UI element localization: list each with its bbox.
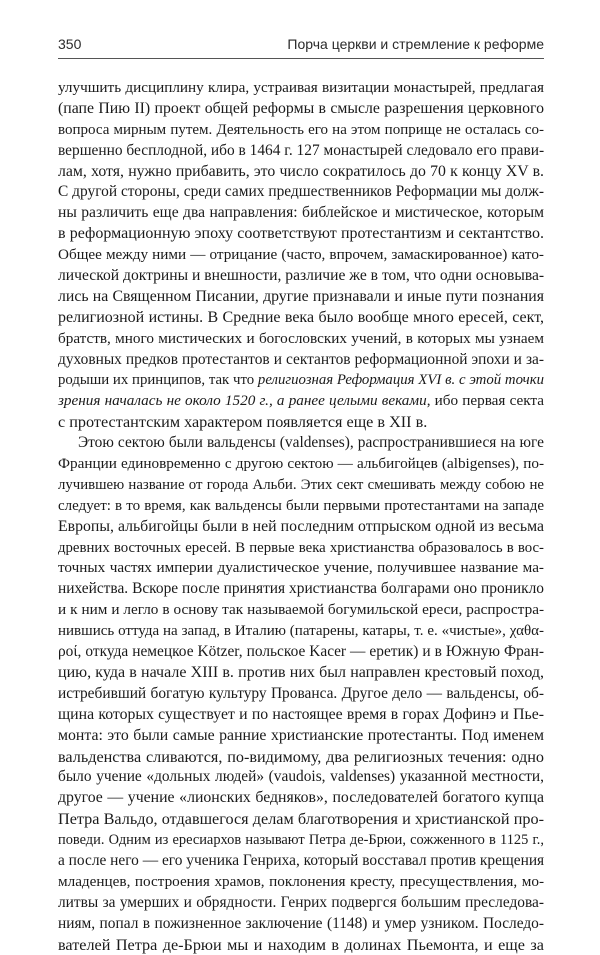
text-line: лической доктрины и внешности, различие же в том, что одни основыва- [58, 267, 545, 285]
running-title: Порча церкви и стремление к реформе [287, 36, 544, 52]
page-number: 350 [58, 36, 82, 52]
text-line: вершенно бесплодной, ибо в 1464 г. 127 монастырей следовало его прави- [58, 141, 545, 159]
text-line: древних восточных ересей. В первые века христианства образовалось в вос- [58, 539, 544, 556]
text-line: вопроса мирным путем. Деятельность его на этом поприще не осталась со- [58, 121, 544, 138]
italic-emphasis: религиозная Реформация XVI в. с этой точки [257, 372, 545, 389]
page-header [58, 36, 544, 58]
text-line: Европы, альбигойцы были в ней последним отпрыском одной из весьма [58, 517, 544, 535]
text-line: вателей Петра де-Брюи мы и находим в долинах Пьемонта, и еще за [58, 935, 544, 954]
italic-emphasis: зрения началась не около 1520 г., а ранее целыми веками [58, 392, 427, 410]
text-line: С другой стороны, среди самих предшественников Реформации мы долж- [58, 183, 544, 201]
text-line: в реформационную эпоху соответствуют протестантизм и сектантство. [58, 225, 544, 243]
text-line: и к ним и легло в основу так называемой богумильской ереси, распростра- [58, 601, 544, 619]
text-line: младенцев, построения храмов, поклонения кресту, пресуществления, мо- [58, 872, 544, 890]
text-line: вальденства сливаются, по-видимому, два религиозных течения: одно [58, 747, 544, 766]
text-line: точных частях империи дуалистическое учение, получившее название ма- [58, 559, 544, 577]
text-line-mixed [58, 391, 544, 412]
text-line: монта: это были самые ранние христианские протестанты. Под именем [58, 726, 544, 744]
text-line: улучшить дисциплину клира, устраивая визитации монастырей, предлагая [58, 79, 544, 96]
text-line: лучившею название от города Альби. Этих сект смешивать между собою не [58, 476, 544, 493]
text-line: поведи. Одним из ересиархов называют Петра де-Брюи, сожженного в 1125 г., [58, 832, 544, 849]
text-line: следует: в то время, как вальденсы были первыми протестантами на западе [58, 497, 544, 514]
text-line: Франции единовременно с другою сектою — альбигойцев (albigenses), по- [58, 455, 544, 473]
text-line: (папе Пию II) проект общей реформы в смысле разрешения церковного [58, 99, 544, 117]
text-line: ниям, попал в пожизненное заключение (1148) и умер узником. Последо- [58, 914, 544, 932]
text-line: цию, куда в начале XIII в. против них был направлен крестовый поход, [58, 663, 544, 681]
text-line: Общее между ними — отрицание (часто, впрочем, замаскированное) като- [58, 246, 544, 264]
paragraph-last-line: с протестантским характером появляется еще в XII в. [58, 413, 428, 432]
text-line: ны различить еще два направления: библейское и мистическое, которым [58, 204, 544, 222]
text-line: было учение «дольных людей» (vaudois, valdenses) указанной местности, [58, 768, 544, 786]
text-line: нившись оттуда на запад, в Италию (патарены, катары, т. е. «чистые», χαθα- [58, 623, 544, 640]
text-line: религиозной истины. В Средние века было вообще много ересей, сект, [58, 308, 544, 326]
text-line: истребивший богатую культуру Прованса. Другое дело — вальденсы, об- [58, 684, 544, 702]
text-line: а после него — его ученика Генриха, который восставал против крещения [58, 851, 545, 869]
text-line: духовных предков протестантов и сектантов реформационной эпохи и за- [58, 350, 544, 368]
text-line: ροί, откуда немецкое Kötzer, польское Kacer — еретик) и в Южную Фран- [58, 643, 544, 661]
text-line: другое — учение «лионских бедняков», последователей богатого купца [58, 789, 544, 807]
paragraph-first-line: Этою сектою были вальденсы (valdenses), распространившиеся на юге [78, 434, 544, 452]
text-line: лись на Священном Писании, другие признавали и иные пути познания [58, 287, 544, 305]
text-run: , ибо первая секта [426, 392, 544, 410]
text-line: нихейства. Вскоре после принятия христианства болгарами оно проникло [58, 580, 544, 598]
text-line-mixed [58, 370, 544, 391]
text-line: братств, много мистических и богословских учений, в которых мы узнаем [58, 329, 544, 347]
text-line: щина которых существует и по настоящее время в горах Дофинэ и Пье- [58, 705, 544, 723]
body-text [58, 78, 544, 955]
text-line: лам, хотя, нужно прибавить, это число сократилось до 70 к концу XV в. [58, 162, 544, 180]
text-line: Петра Вальдо, отдавшегося делам благотворения и христианской про- [58, 810, 544, 829]
text-line: литвы за умерших и обрядности. Генрих подвергся большим преследова- [58, 893, 544, 911]
text-run: родыши их принципов, так что [58, 372, 255, 389]
header-rule [58, 58, 544, 59]
